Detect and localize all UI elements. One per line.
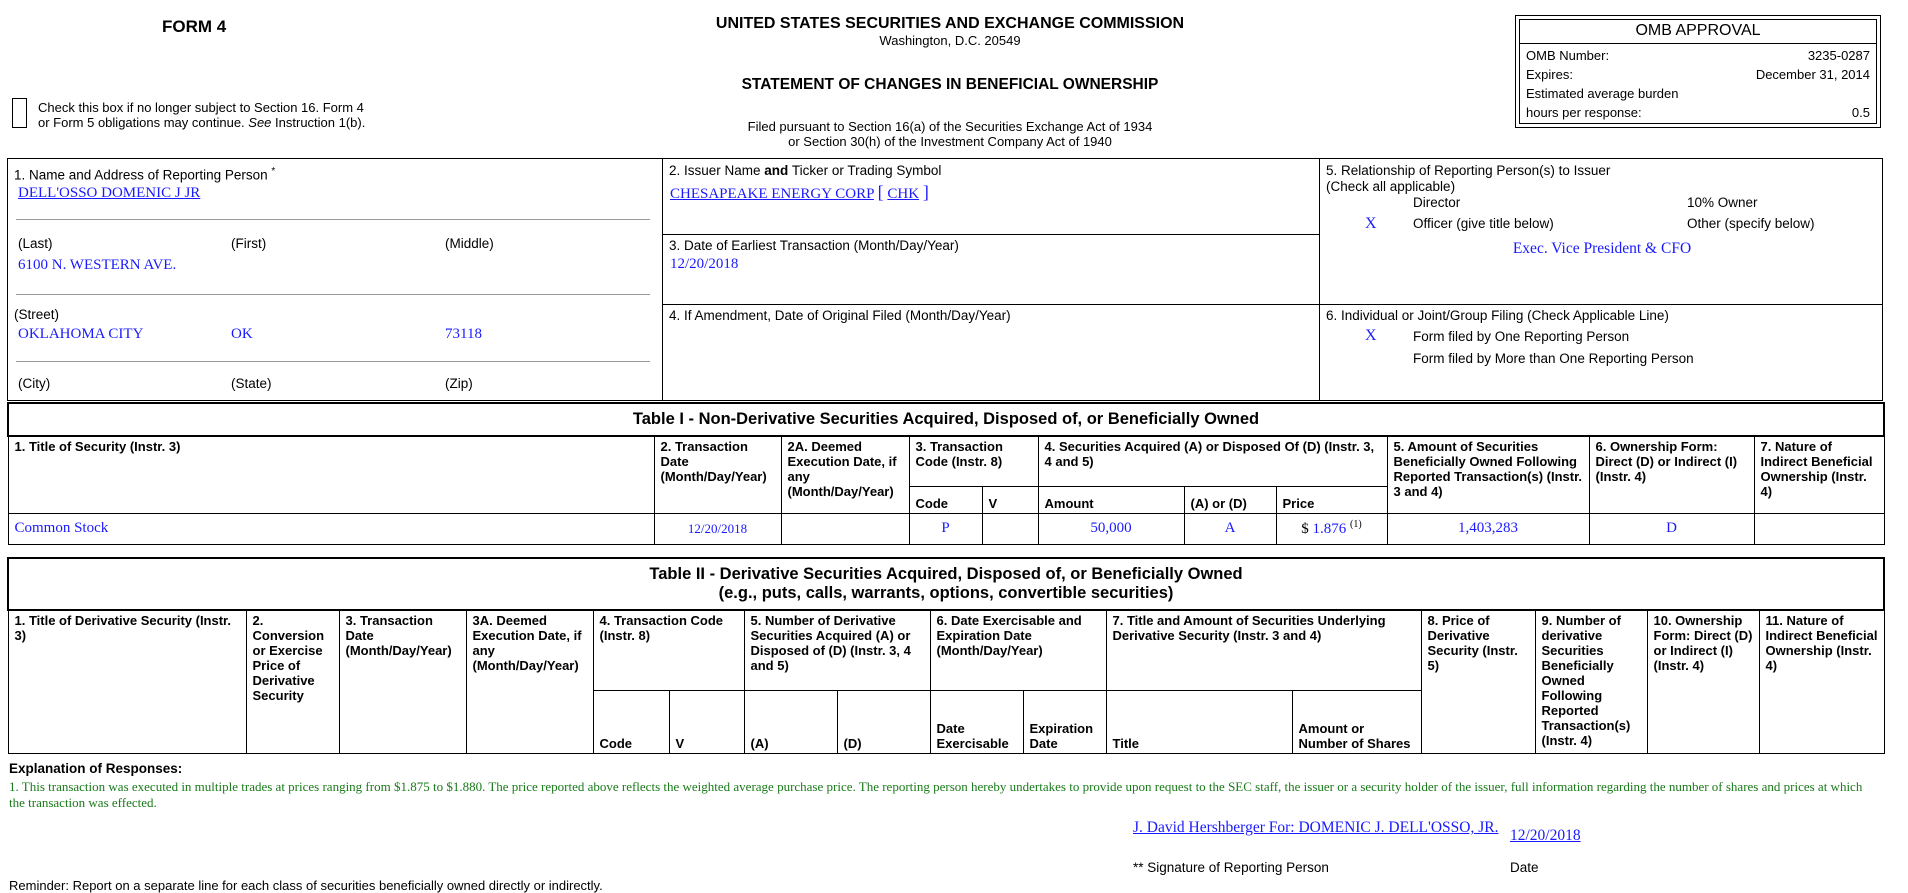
reporting-person-link[interactable]: DELL'OSSO DOMENIC J JR	[18, 185, 201, 201]
box2-label	[669, 163, 941, 178]
t1-sub-v: V	[982, 486, 1038, 513]
box2-label-c: Ticker or Trading Symbol	[788, 163, 942, 178]
date-label: Date	[1510, 860, 1539, 875]
t2-h7: 7. Title and Amount of Securities Underlying Derivative Security (Instr. 3 and 4)	[1106, 610, 1421, 690]
box6-label: 6. Individual or Joint/Group Filing (Check Applicable Line)	[1326, 308, 1669, 323]
box1-divider-2	[16, 294, 650, 295]
street-label: (Street)	[14, 307, 60, 322]
box3-label: 3. Date of Earliest Transaction (Month/Day/Year)	[669, 238, 959, 253]
box2-label-and: and	[764, 163, 789, 178]
t2-h10: 10. Ownership Form: Direct (D) or Indirect (I) (Instr. 4)	[1647, 610, 1759, 753]
t1-row-amount: 50,000	[1038, 513, 1184, 544]
officer-title: Exec. Vice President & CFO	[1512, 240, 1692, 257]
signature-link[interactable]: J. David Hershberger For: DOMENIC J. DELL'OSSO, JR.	[1133, 819, 1499, 836]
t2-h6: 6. Date Exercisable and Expiration Date (Month/Day/Year)	[930, 610, 1106, 690]
omb-number-value: 3235-0287	[1807, 48, 1870, 63]
ten-pct-owner-label: 10% Owner	[1687, 195, 1758, 210]
t1-sub-aord: (A) or (D)	[1184, 486, 1276, 513]
officer-mark: X	[1365, 215, 1377, 232]
omb-approval-box	[1515, 15, 1881, 128]
price-value: 1.876	[1312, 521, 1347, 537]
t1-row-deemed	[781, 513, 909, 544]
more-persons-label: Form filed by More than One Reporting Person	[1413, 351, 1694, 366]
section16-checkbox[interactable]	[12, 98, 27, 128]
omb-burden-label: Estimated average burden	[1526, 86, 1679, 101]
city-label: (City)	[18, 376, 51, 391]
t1-sub-price: Price	[1276, 486, 1387, 513]
box1-label-text: 1. Name and Address of Reporting Person	[14, 167, 268, 183]
omb-title: OMB APPROVAL	[1520, 20, 1876, 44]
box1-divider-3	[16, 361, 650, 362]
t2-h9: 9. Number of derivative Securities Beneficially Owned Following Reported Transaction(s) (Instr. 4)	[1535, 610, 1647, 753]
omb-expires-label: Expires:	[1526, 67, 1573, 82]
price-sign: $	[1301, 521, 1313, 537]
omb-number-label: OMB Number:	[1526, 48, 1610, 63]
t2-sub-amount: Amount or Number of Shares	[1292, 690, 1421, 753]
amendment-box	[662, 304, 1320, 401]
box1-label	[14, 166, 275, 183]
omb-expires-value: December 31, 2014	[1755, 67, 1870, 82]
price-footnote: (1)	[1350, 519, 1362, 530]
t2-sub-title: Title	[1106, 690, 1292, 753]
filed-pursuant	[640, 119, 1260, 149]
one-person-mark: X	[1365, 327, 1377, 344]
t2-h11: 11. Nature of Indirect Beneficial Ownership (Instr. 4)	[1759, 610, 1884, 753]
t2-sub-date-exercisable: Date Exercisable	[930, 690, 1023, 753]
checkbox-text-line1: Check this box if no longer subject to Section 16. Form 4	[38, 100, 364, 115]
checkbox-text-2c: Instruction 1(b).	[271, 115, 366, 130]
last-label: (Last)	[18, 236, 53, 251]
table-row	[8, 513, 1884, 544]
t1-h7: 7. Nature of Indirect Beneficial Ownership (Instr. 4)	[1754, 436, 1884, 513]
street-value: 6100 N. WESTERN AVE.	[18, 257, 177, 273]
state-value: OK	[231, 326, 253, 342]
box1-divider-1	[16, 219, 650, 220]
t1-row-owned: 1,403,283	[1387, 513, 1589, 544]
checkbox-text-see: See	[248, 115, 272, 130]
agency-name: UNITED STATES SECURITIES AND EXCHANGE COMMISSION	[715, 15, 1185, 32]
filed-line1: Filed pursuant to Section 16(a) of the Securities Exchange Act of 1934	[747, 119, 1153, 134]
t2-h2: 2. Conversion or Exercise Price of Derivative Security	[246, 610, 339, 753]
t2-h5: 5. Number of Derivative Securities Acquired (A) or Disposed of (D) (Instr. 3, 4 and 5)	[744, 610, 930, 690]
t2-sub-expiration: Expiration Date	[1023, 690, 1106, 753]
t2-sub-d: (D)	[837, 690, 930, 753]
t1-row-v	[982, 513, 1038, 544]
zip-label: (Zip)	[445, 376, 473, 391]
t1-row-title: Common Stock	[8, 513, 654, 544]
checkbox-text	[38, 100, 398, 130]
box1-asterisk: *	[271, 166, 276, 177]
t1-row-aord: A	[1184, 513, 1276, 544]
t2-sub-v: V	[669, 690, 744, 753]
signature-label: ** Signature of Reporting Person	[1133, 860, 1329, 875]
table2-caption	[8, 558, 1884, 610]
explanation-title: Explanation of Responses:	[9, 761, 183, 776]
t2-sub-code: Code	[593, 690, 669, 753]
box4-label: 4. If Amendment, Date of Original Filed (Month/Day/Year)	[669, 308, 1011, 323]
statement-title: STATEMENT OF CHANGES IN BENEFICIAL OWNERSHIP	[741, 76, 1159, 93]
t1-h6: 6. Ownership Form: Direct (D) or Indirect (I) (Instr. 4)	[1589, 436, 1754, 513]
box2-label-a: 2. Issuer Name	[669, 163, 765, 178]
t2-h3: 3. Transaction Date (Month/Day/Year)	[339, 610, 466, 753]
footnote-1: 1. This transaction was executed in multiple trades at prices ranging from $1.875 to $1.880. The price reported above reflects the weighted average purchase price. The reporting person hereby undertakes to provide upon request to the SEC staff, the issuer or a security holder of the issuer, full information regarding the number of shares and prices at which the transaction was effected.	[9, 779, 1863, 810]
t2-h3a: 3A. Deemed Execution Date, if any (Month/Day/Year)	[466, 610, 593, 753]
omb-hours-label: hours per response:	[1526, 105, 1642, 120]
box5-label-2: (Check all applicable)	[1326, 179, 1456, 194]
earliest-transaction-date: 12/20/2018	[670, 256, 739, 272]
t1-sub-amount: Amount	[1038, 486, 1184, 513]
table-non-derivative	[7, 402, 1885, 545]
agency-city: Washington, D.C. 20549	[879, 33, 1021, 48]
city-value: OKLAHOMA CITY	[18, 326, 144, 342]
t1-h2: 2. Transaction Date (Month/Day/Year)	[654, 436, 781, 513]
director-label: Director	[1413, 195, 1461, 210]
relationship-box	[1319, 158, 1883, 305]
t1-h3: 3. Transaction Code (Instr. 8)	[909, 436, 1038, 486]
t1-h4: 4. Securities Acquired (A) or Disposed Of (D) (Instr. 3, 4 and 5)	[1038, 436, 1387, 486]
table1-caption: Table I - Non-Derivative Securities Acquired, Disposed of, or Beneficially Owned	[8, 403, 1884, 436]
other-label: Other (specify below)	[1687, 216, 1815, 231]
middle-label: (Middle)	[445, 236, 494, 251]
earliest-transaction-box	[662, 234, 1320, 305]
ticker-link[interactable]: CHK	[887, 186, 920, 202]
table-derivative	[7, 557, 1885, 754]
reminder-text: Reminder: Report on a separate line for each class of securities beneficially owned directly or indirectly.	[9, 878, 603, 893]
filed-line2: or Section 30(h) of the Investment Company Act of 1940	[788, 134, 1112, 149]
t2-h1: 1. Title of Derivative Security (Instr. 3)	[8, 610, 246, 753]
box5-label	[1326, 163, 1610, 195]
t1-row-form: D	[1589, 513, 1754, 544]
signature-date-link[interactable]: 12/20/2018	[1510, 827, 1581, 844]
t1-h2a: 2A. Deemed Execution Date, if any (Month/Day/Year)	[781, 436, 909, 513]
t1-row-nature	[1754, 513, 1884, 544]
bracket-close: ]	[922, 182, 929, 202]
box5-label-1: 5. Relationship of Reporting Person(s) to Issuer	[1326, 163, 1611, 178]
bracket-open: [	[877, 182, 884, 202]
t2-h8: 8. Price of Derivative Security (Instr. 5)	[1421, 610, 1535, 753]
issuer-box	[662, 158, 1320, 235]
agency-header	[640, 15, 1260, 48]
table2-caption-1: Table II - Derivative Securities Acquired, Disposed of, or Beneficially Owned	[649, 565, 1243, 583]
t1-row-price	[1276, 513, 1387, 544]
checkbox-text-2a: or Form 5 obligations may continue.	[38, 115, 249, 130]
state-label: (State)	[231, 376, 272, 391]
zip-value: 73118	[445, 326, 482, 342]
first-label: (First)	[231, 236, 267, 251]
omb-hours-value: 0.5	[1851, 105, 1870, 120]
t1-h5: 5. Amount of Securities Beneficially Owned Following Reported Transaction(s) (Instr. 3 and 4)	[1387, 436, 1589, 513]
t1-sub-code: Code	[909, 486, 982, 513]
reporting-person-box	[7, 158, 663, 401]
checkbox-text-line2	[38, 115, 398, 130]
t2-h4: 4. Transaction Code (Instr. 8)	[593, 610, 744, 690]
form-title: FORM 4	[162, 17, 227, 36]
issuer-link[interactable]: CHESAPEAKE ENERGY CORP	[670, 186, 874, 202]
officer-label: Officer (give title below)	[1413, 216, 1554, 231]
t2-sub-a: (A)	[744, 690, 837, 753]
one-person-label: Form filed by One Reporting Person	[1413, 329, 1630, 344]
t1-row-code: P	[909, 513, 982, 544]
t1-h1: 1. Title of Security (Instr. 3)	[8, 436, 654, 513]
filing-type-box	[1319, 304, 1883, 401]
issuer-line	[670, 182, 929, 203]
table2-caption-2: (e.g., puts, calls, warrants, options, convertible securities)	[718, 584, 1174, 602]
t1-row-date: 12/20/2018	[654, 513, 781, 544]
